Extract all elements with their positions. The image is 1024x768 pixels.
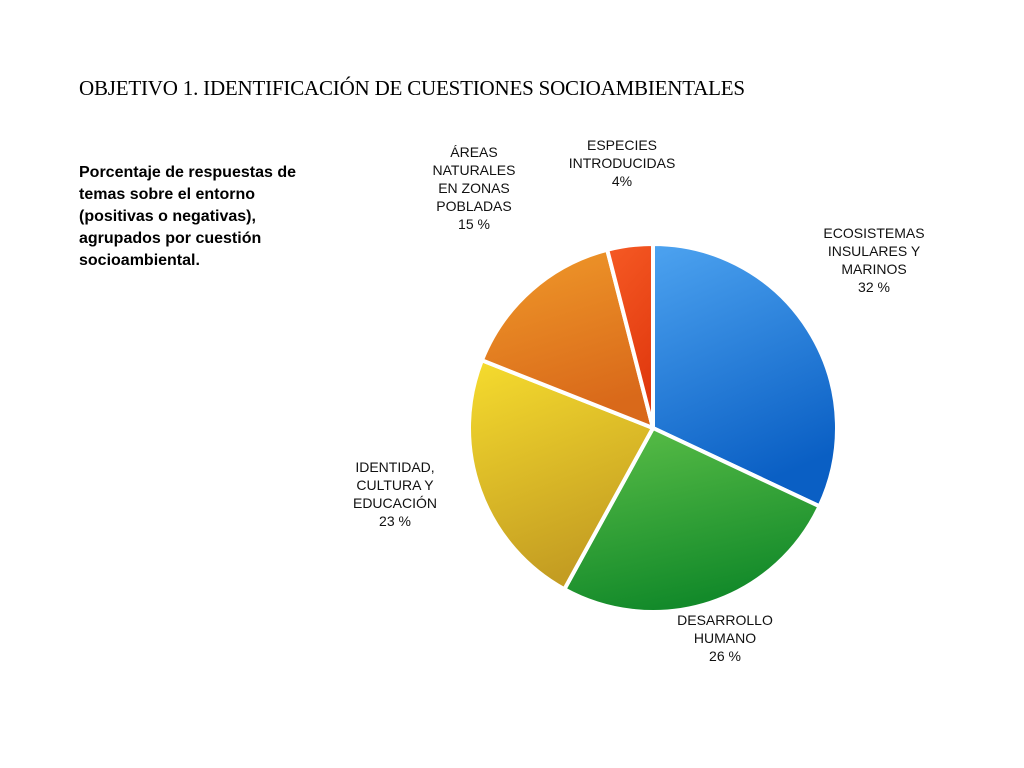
slice-name-line: ÁREAS: [450, 144, 498, 160]
slice-label-areas-naturales-en-zonas-pobladas: [433, 144, 516, 232]
slice-name-line: MARINOS: [841, 261, 907, 277]
slice-name-line: ECOSISTEMAS: [823, 225, 925, 241]
slice-value-label: 23 %: [379, 513, 411, 529]
slice-name-line: IDENTIDAD,: [355, 459, 435, 475]
slice-value-label: 15 %: [458, 216, 490, 232]
slice-name-line: CULTURA Y: [356, 477, 434, 493]
slice-name-line: INTRODUCIDAS: [568, 155, 676, 171]
slice-name-line: HUMANO: [693, 630, 757, 646]
slice-name-line: POBLADAS: [436, 198, 512, 214]
page-title: OBJETIVO 1. IDENTIFICACIÓN DE CUESTIONES SOCIOAMBIENTALES: [79, 76, 745, 100]
slice-label-desarrollo-humano: [677, 612, 773, 664]
slice-value-label: 26 %: [709, 648, 741, 664]
slice-name-line: NATURALES: [432, 162, 516, 178]
slice-value-label: 32 %: [858, 279, 890, 295]
slice-name-line: EDUCACIÓN: [352, 495, 438, 511]
slice-name-line: ESPECIES: [586, 137, 658, 153]
slice-name-line: DESARROLLO: [677, 612, 773, 628]
slice-label-ecosistemas-insulares-y-marinos: [823, 225, 924, 295]
slice-label-identidad-cultura-y-educacion: [353, 459, 437, 529]
pie-slices: [469, 244, 837, 612]
chart-description: Porcentaje de respuestas de temas sobre el entorno (positivas o negativas), agrupados por cuestión socioambiental.: [79, 164, 296, 269]
slice-name-line: EN ZONAS: [438, 180, 510, 196]
slice-value-label: 4%: [611, 173, 633, 189]
slice-label-especies-introducidas: [569, 137, 676, 189]
slice-name-line: INSULARES Y: [827, 243, 921, 259]
